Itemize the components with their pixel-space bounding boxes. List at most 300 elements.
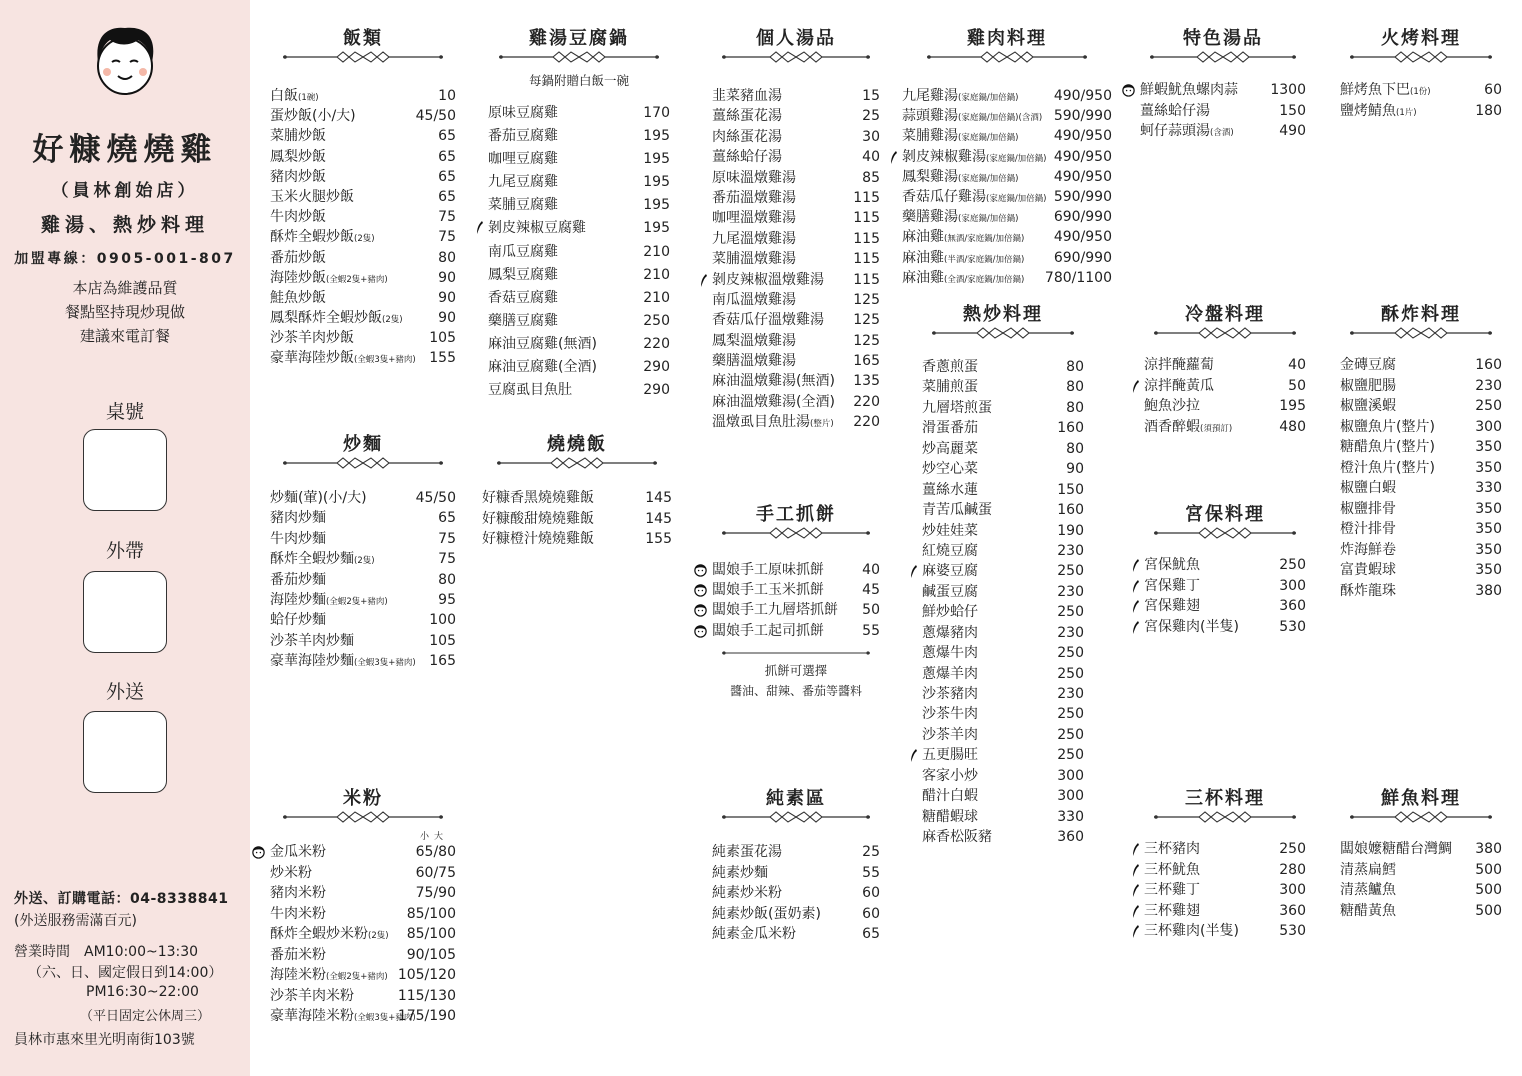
item-price: 60 [862, 905, 880, 922]
item-name: 純素蛋花湯 [712, 844, 782, 860]
menu-item[interactable] [488, 171, 670, 194]
menu-item[interactable] [922, 725, 1084, 745]
menu-item[interactable] [902, 227, 1112, 247]
item-price: 230 [1475, 377, 1502, 394]
menu-item[interactable] [270, 651, 456, 671]
menu-item[interactable] [488, 241, 670, 264]
ornament-divider [1154, 809, 1296, 825]
item-price: 490/950 [1053, 229, 1112, 246]
section-title: 炒麵 [343, 434, 383, 455]
menu-section [270, 24, 456, 377]
item-name: 鮭魚炒飯 [270, 289, 326, 306]
item-price: 75 [438, 551, 456, 568]
menu-item[interactable] [922, 623, 1084, 643]
menu-item[interactable] [922, 684, 1084, 704]
item-price: 145 [645, 490, 672, 506]
menu-item[interactable] [902, 147, 1112, 167]
menu-item[interactable] [902, 86, 1112, 106]
menu-item[interactable] [1340, 880, 1502, 901]
menu-item[interactable] [270, 590, 456, 610]
menu-section [1144, 500, 1306, 645]
item-name: 鳳梨溫燉雞湯 [712, 332, 796, 349]
item-price: 165 [853, 353, 880, 370]
item-price: 105/120 [397, 967, 456, 983]
menu-item[interactable] [270, 126, 456, 146]
item-price: 45 [862, 582, 880, 599]
item-price: 45/50 [415, 108, 456, 125]
item-name: 豆腐虱目魚肚 [488, 382, 572, 399]
menu-item[interactable] [922, 766, 1084, 786]
menu-item[interactable] [1140, 121, 1306, 142]
menu-item[interactable] [270, 570, 456, 590]
item-name: 藥膳豆腐雞 [488, 312, 558, 329]
item-name: 糖醋黃魚 [1340, 902, 1396, 919]
item-name: 藥膳雞湯 [902, 209, 958, 226]
menu-item[interactable] [270, 631, 456, 651]
item-price: 40 [862, 149, 880, 166]
menu-item[interactable] [922, 786, 1084, 806]
item-name: 三杯雞丁 [1144, 882, 1200, 898]
item-note: (2隻) [354, 234, 375, 245]
takeout-box[interactable] [83, 571, 167, 653]
menu-section [482, 430, 672, 558]
item-name: 鮮蝦魷魚螺肉蒜 [1140, 82, 1238, 98]
item-price: 90 [1066, 461, 1084, 478]
item-price: 490 [1279, 123, 1306, 139]
item-name: 香蔥煎蛋 [922, 359, 978, 375]
item-name: 鳳梨炒飯 [270, 148, 326, 165]
menu-item[interactable] [922, 704, 1084, 724]
menu-item[interactable] [712, 168, 880, 188]
section-title: 燒燒飯 [547, 434, 607, 455]
item-name: 番茄炒麵 [270, 571, 326, 588]
menu-item[interactable] [270, 268, 456, 288]
menu-item[interactable] [270, 945, 456, 966]
menu-item[interactable] [488, 287, 670, 310]
menu-item[interactable] [270, 86, 456, 106]
menu-item[interactable] [712, 924, 880, 945]
menu-item[interactable] [712, 188, 880, 208]
item-price: 300 [1279, 882, 1306, 898]
item-price: 75 [438, 530, 456, 547]
menu-item[interactable] [1144, 376, 1306, 397]
size-header: 小大 [419, 832, 448, 842]
item-name: 牛肉炒飯 [270, 209, 326, 226]
item-name: 蔥爆豬肉 [922, 624, 978, 641]
menu-item[interactable] [488, 148, 670, 171]
menu-item[interactable] [270, 986, 456, 1007]
menu-item[interactable] [270, 308, 456, 328]
item-name: 酥炸龍珠 [1340, 582, 1396, 599]
menu-item[interactable] [922, 439, 1084, 459]
menu-item[interactable] [1340, 355, 1502, 376]
delivery-label: 外送 [105, 681, 144, 703]
item-price: 65 [438, 168, 456, 185]
menu-item[interactable] [712, 412, 880, 432]
menu-item[interactable] [1144, 839, 1306, 860]
item-name: 客家小炒 [922, 767, 978, 784]
item-price: 195 [643, 197, 670, 214]
menu-item[interactable] [922, 521, 1084, 541]
item-price: 115 [853, 210, 880, 227]
menu-item[interactable] [270, 842, 456, 863]
item-name: 豬肉炒麵 [270, 510, 326, 527]
item-price: 75/90 [415, 885, 456, 901]
menu-item[interactable] [270, 1006, 456, 1027]
small-divider [722, 648, 870, 658]
item-price: 60/75 [415, 864, 456, 881]
menu-item[interactable] [712, 106, 880, 126]
min-order-note: (外送服務需滿百元) [14, 913, 137, 929]
item-name: 番茄米粉 [270, 946, 326, 963]
item-name: 炒高麗菜 [922, 440, 978, 457]
menu-item[interactable] [270, 187, 456, 207]
menu-item[interactable] [270, 328, 456, 348]
item-price: 490/950 [1053, 168, 1112, 185]
item-name: 蔥爆羊肉 [922, 665, 978, 682]
delivery-box[interactable] [83, 711, 167, 793]
chili-pepper-icon [1132, 621, 1140, 634]
menu-item[interactable] [922, 377, 1084, 397]
item-price: 590/990 [1053, 108, 1112, 125]
menu-item[interactable] [482, 488, 672, 509]
item-price: 490/950 [1053, 148, 1112, 165]
menu-item[interactable] [1144, 555, 1306, 576]
menu-item[interactable] [270, 167, 456, 187]
item-price: 65 [438, 128, 456, 145]
menu-item[interactable] [712, 842, 880, 863]
menu-item[interactable] [488, 125, 670, 148]
menu-item[interactable] [902, 106, 1112, 126]
ornament-divider [283, 49, 443, 65]
item-price: 330 [1475, 480, 1502, 496]
menu-item[interactable] [712, 270, 880, 290]
item-price: 230 [1057, 583, 1084, 600]
item-name: 炒娃娃菜 [922, 522, 978, 539]
menu-item[interactable] [712, 331, 880, 351]
menu-item[interactable] [488, 333, 670, 356]
item-note: (全蝦2隻+豬肉) [326, 972, 388, 982]
menu-item[interactable] [712, 621, 880, 641]
menu-item[interactable] [270, 904, 456, 925]
menu-item[interactable] [270, 549, 456, 569]
menu-item[interactable] [922, 582, 1084, 602]
menu-item[interactable] [1144, 417, 1306, 438]
item-name: 清蒸鱸魚 [1340, 882, 1396, 898]
item-name: 酥炸全蝦炒飯 [270, 229, 354, 246]
item-name: 椒鹽溪蝦 [1340, 398, 1396, 414]
menu-item[interactable] [1140, 101, 1306, 122]
menu-item[interactable] [1340, 581, 1502, 602]
item-price: 690/990 [1053, 249, 1112, 266]
item-note: (全蝦2隻+豬肉) [326, 274, 388, 285]
chili-pepper-icon [1132, 580, 1140, 593]
menu-item[interactable] [1144, 576, 1306, 597]
menu-item[interactable] [1340, 519, 1502, 540]
item-price: 230 [1057, 542, 1084, 559]
item-name: 純素炒麵 [712, 864, 768, 881]
menu-item[interactable] [712, 290, 880, 310]
item-note: (1碗) [298, 93, 319, 103]
item-price: 250 [1279, 557, 1306, 573]
menu-item[interactable] [270, 488, 456, 508]
item-name: 闆娘手工起司抓餅 [712, 622, 824, 639]
item-price: 80 [1066, 440, 1084, 457]
menu-item[interactable] [712, 883, 880, 904]
address: 員林市惠來里光明南街103號 [14, 1032, 195, 1048]
item-name: 炒麵(葷)(小/大) [270, 490, 367, 506]
item-price: 45/50 [415, 490, 456, 506]
menu-item[interactable] [712, 863, 880, 884]
menu-item[interactable] [712, 127, 880, 147]
menu-section [488, 24, 670, 410]
menu-item[interactable] [270, 248, 456, 268]
menu-item[interactable] [712, 229, 880, 249]
menu-item[interactable] [922, 357, 1084, 377]
menu-item[interactable] [1144, 901, 1306, 922]
menu-section [1140, 24, 1306, 150]
item-price: 180 [1475, 102, 1502, 119]
menu-item[interactable] [488, 356, 670, 379]
menu-item[interactable] [1144, 860, 1306, 881]
menu-item[interactable] [712, 351, 880, 371]
item-name: 沙茶羊肉炒飯 [270, 330, 354, 347]
item-price: 125 [853, 291, 880, 308]
menu-item[interactable] [1340, 839, 1502, 860]
menu-item[interactable] [1340, 376, 1502, 397]
menu-item[interactable] [270, 883, 456, 904]
item-name: 九尾溫燉雞湯 [712, 230, 796, 247]
menu-item[interactable] [712, 310, 880, 330]
menu-item[interactable] [1340, 860, 1502, 881]
item-price: 170 [643, 105, 670, 121]
menu-item[interactable] [270, 106, 456, 126]
franchise-line: 加盟專線：0905-001-807 [14, 251, 236, 267]
item-name: 海陸炒麵 [270, 591, 326, 608]
ornament-divider [1350, 809, 1492, 825]
menu-item[interactable] [712, 560, 880, 580]
item-price: 135 [853, 373, 880, 390]
item-note: (家庭鍋/加倍鍋) [986, 153, 1047, 164]
menu-item[interactable] [1340, 540, 1502, 561]
menu-item[interactable] [482, 529, 672, 550]
section-title: 個人湯品 [756, 28, 836, 49]
item-price: 95 [438, 591, 456, 608]
chili-pepper-icon [1132, 925, 1140, 938]
menu-item[interactable] [1144, 596, 1306, 617]
menu-item[interactable] [922, 807, 1084, 827]
menu-item[interactable] [488, 102, 670, 125]
table-number-box[interactable] [83, 429, 167, 511]
menu-item[interactable] [270, 147, 456, 167]
item-price: 195 [643, 128, 670, 145]
menu-item[interactable] [902, 126, 1112, 146]
ornament-divider [1150, 49, 1296, 65]
item-price: 230 [1057, 686, 1084, 702]
menu-item[interactable] [1140, 80, 1306, 101]
item-name: 金磚豆腐 [1340, 357, 1396, 373]
menu-item[interactable] [1340, 101, 1502, 122]
section-title: 宮保料理 [1185, 504, 1265, 525]
menu-item[interactable] [922, 827, 1084, 847]
item-name: 橙汁魚片(整片) [1340, 459, 1435, 476]
menu-item[interactable] [270, 207, 456, 227]
item-price: 500 [1475, 882, 1502, 898]
menu-item[interactable] [482, 509, 672, 530]
menu-item[interactable] [922, 664, 1084, 684]
menu-section [1340, 300, 1502, 609]
menu-item[interactable] [270, 508, 456, 528]
menu-item[interactable] [922, 561, 1084, 581]
recommend-face-icon [693, 562, 708, 577]
item-note: (1片) [1396, 107, 1417, 118]
item-price: 90 [438, 269, 456, 286]
menu-item[interactable] [1144, 617, 1306, 638]
menu-item[interactable] [270, 227, 456, 247]
section-title: 純素區 [766, 788, 826, 809]
menu-section [1340, 24, 1502, 129]
menu-section [270, 430, 456, 680]
menu-item[interactable] [712, 600, 880, 620]
menu-item[interactable] [1144, 355, 1306, 376]
menu-item[interactable] [1340, 417, 1502, 438]
menu-item[interactable] [902, 167, 1112, 187]
item-price: 80 [1066, 359, 1084, 375]
menu-item[interactable] [922, 480, 1084, 500]
menu-section [922, 300, 1084, 856]
item-price: 380 [1475, 582, 1502, 599]
menu-item[interactable] [270, 965, 456, 986]
item-name: 豪華海陸炒飯 [270, 350, 354, 367]
item-price: 230 [1057, 624, 1084, 641]
section-title: 鮮魚料理 [1381, 788, 1461, 809]
item-name: 五更腸旺 [922, 747, 978, 764]
menu-item[interactable] [922, 500, 1084, 520]
menu-item[interactable] [1340, 499, 1502, 520]
item-price: 65/80 [415, 844, 456, 860]
item-name: 鳳梨酥炸全蝦炒飯 [270, 310, 382, 327]
item-name: 蛤仔炒麵 [270, 612, 326, 629]
menu-item[interactable] [270, 863, 456, 884]
menu-item[interactable] [922, 643, 1084, 663]
menu-item[interactable] [922, 459, 1084, 479]
item-price: 50 [1288, 377, 1306, 394]
notice-line: 建議來電訂餐 [79, 327, 170, 345]
section-title: 火烤料理 [1381, 28, 1461, 49]
menu-item[interactable] [270, 610, 456, 630]
item-price: 290 [643, 382, 670, 399]
menu-item[interactable] [488, 310, 670, 333]
brand-name: 好糠燒燒雞 [32, 132, 218, 168]
closed-day: （平日固定公休周三） [80, 1009, 211, 1024]
item-name: 薑絲蛤仔湯 [1140, 102, 1210, 119]
menu-item[interactable] [1340, 396, 1502, 417]
menu-section [1144, 300, 1306, 445]
menu-item[interactable] [270, 924, 456, 945]
item-name: 原味溫燉雞湯 [712, 169, 796, 186]
item-name: 麻油溫燉雞湯(無酒) [712, 373, 835, 390]
menu-item[interactable] [270, 348, 456, 368]
menu-item[interactable] [922, 745, 1084, 765]
item-name: 三杯雞翅 [1144, 902, 1200, 919]
menu-item[interactable] [270, 288, 456, 308]
menu-item[interactable] [902, 187, 1112, 207]
item-price: 350 [1475, 562, 1502, 578]
menu-item[interactable] [1340, 478, 1502, 499]
item-price: 330 [1057, 808, 1084, 825]
menu-item[interactable] [488, 194, 670, 217]
menu-item[interactable] [1340, 901, 1502, 922]
menu-item[interactable] [922, 398, 1084, 418]
menu-item[interactable] [488, 264, 670, 287]
menu-item[interactable] [712, 249, 880, 269]
menu-item[interactable] [922, 418, 1084, 438]
item-name: 海陸米粉 [270, 967, 326, 983]
menu-item[interactable] [902, 248, 1112, 268]
section-title: 米粉 [343, 788, 383, 809]
chili-pepper-icon [1132, 884, 1140, 897]
menu-item[interactable] [488, 217, 670, 240]
item-price: 780/1100 [1044, 269, 1112, 286]
item-price: 250 [1057, 665, 1084, 682]
menu-item[interactable] [712, 371, 880, 391]
menu-item[interactable] [712, 208, 880, 228]
menu-item[interactable] [270, 529, 456, 549]
item-price: 195 [643, 174, 670, 191]
item-note: (2隻) [382, 315, 403, 326]
item-name: 三杯魷魚 [1144, 861, 1200, 878]
menu-item[interactable] [1144, 921, 1306, 942]
menu-item[interactable] [712, 147, 880, 167]
menu-item[interactable] [1340, 437, 1502, 458]
menu-item[interactable] [488, 379, 670, 402]
item-name: 酥炸全蝦炒米粉 [270, 926, 368, 942]
ornament-divider [1154, 325, 1296, 341]
menu-item[interactable] [712, 904, 880, 925]
menu-item[interactable] [1340, 560, 1502, 581]
menu-item[interactable] [902, 268, 1112, 288]
item-name: 九尾雞湯 [902, 88, 958, 104]
ornament-divider [1154, 525, 1296, 541]
menu-item[interactable] [1340, 80, 1502, 101]
item-name: 牛肉米粉 [270, 905, 326, 922]
menu-item[interactable] [922, 541, 1084, 561]
menu-item[interactable] [712, 86, 880, 106]
menu-item[interactable] [1144, 396, 1306, 417]
menu-item[interactable] [1340, 458, 1502, 479]
section-title: 飯類 [343, 28, 383, 49]
item-price: 250 [643, 312, 670, 329]
menu-item[interactable] [712, 392, 880, 412]
menu-item[interactable] [712, 580, 880, 600]
item-name: 麻婆豆腐 [922, 563, 978, 580]
item-name: 南瓜溫燉雞湯 [712, 291, 796, 308]
ornament-divider [497, 455, 657, 471]
menu-item[interactable] [922, 602, 1084, 622]
menu-item[interactable] [1144, 880, 1306, 901]
item-name: 純素金瓜米粉 [712, 926, 796, 942]
item-name: 酥炸全蝦炒麵 [270, 551, 354, 568]
menu-item[interactable] [902, 207, 1112, 227]
item-price: 160 [1057, 420, 1084, 437]
item-name: 鳳梨豆腐雞 [488, 266, 558, 283]
item-price: 220 [853, 414, 880, 431]
takeout-label: 外帶 [105, 540, 144, 562]
item-name: 麻油雞 [902, 249, 944, 266]
item-name: 三杯豬肉 [1144, 841, 1200, 857]
item-price: 60 [862, 885, 880, 901]
item-price: 1300 [1270, 82, 1306, 98]
